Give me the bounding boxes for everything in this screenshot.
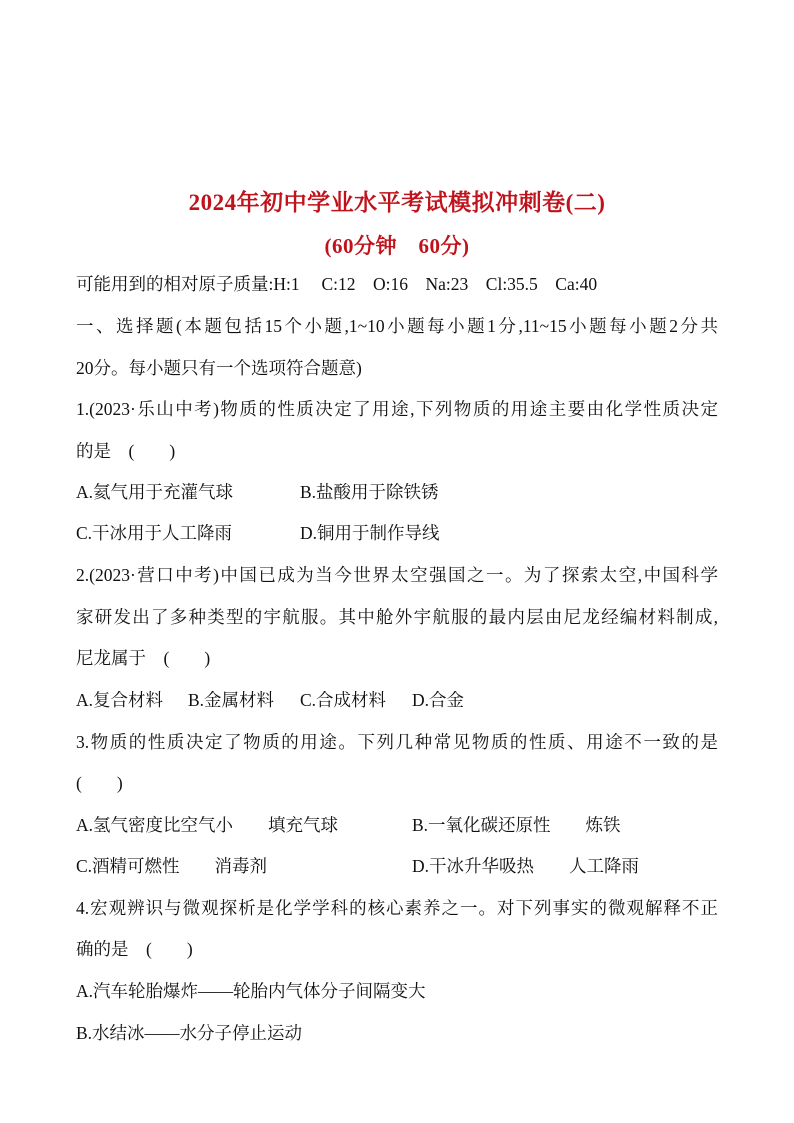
q4-stem-line-2: 确的是 ( ) <box>76 939 193 959</box>
q1-stem-line-2: 的是 ( ) <box>76 441 176 461</box>
q2-stem-line-1: 2.(2023·营口中考)中国已成为当今世界太空强国之一。为了探索太空,中国科学 <box>76 565 718 585</box>
q4-option-b: B.水结冰——水分子停止运动 <box>76 1023 303 1043</box>
q3-option-b: B.一氧化碳还原性 炼铁 <box>412 815 621 835</box>
q3-stem-line-1: 3.物质的性质决定了物质的用途。下列几种常见物质的性质、用途不一致的是 <box>76 732 718 752</box>
exam-title: 2024年初中学业水平考试模拟冲刺卷(二) <box>188 190 606 215</box>
q4-option-a: A.汽车轮胎爆炸——轮胎内气体分子间隔变大 <box>76 981 426 1001</box>
section-heading-line-2: 20分。每小题只有一个选项符合题意) <box>76 358 362 378</box>
q1-option-a: A.氦气用于充灌气球 <box>76 482 234 502</box>
q2-stem-line-3: 尼龙属于 ( ) <box>76 648 211 668</box>
q3-stem-line-2: ( ) <box>76 773 123 793</box>
q2-option-c: C.合成材料 <box>300 690 387 710</box>
q2-option-b: B.金属材料 <box>188 690 275 710</box>
q3-option-a: A.氢气密度比空气小 填充气球 <box>76 815 339 835</box>
q2-option-a: A.复合材料 <box>76 690 164 710</box>
atomic-masses-line: 可能用到的相对原子质量:H:1 C:12 O:16 Na:23 Cl:35.5 Ca:40 <box>76 274 598 294</box>
q3-option-d: D.干冰升华吸热 人工降雨 <box>412 856 640 876</box>
q2-option-d: D.合金 <box>412 690 465 710</box>
exam-subtitle: (60分钟 60分) <box>324 234 470 258</box>
section-heading-line-1: 一、选择题(本题包括15个小题,1~10小题每小题1分,11~15小题每小题2分共 <box>76 316 718 336</box>
q1-option-b: B.盐酸用于除铁锈 <box>300 482 439 502</box>
q3-option-c: C.酒精可燃性 消毒剂 <box>76 856 268 876</box>
q1-option-c: C.干冰用于人工降雨 <box>76 523 233 543</box>
q2-stem-line-2: 家研发出了多种类型的宇航服。其中舱外宇航服的最内层由尼龙经编材料制成, <box>76 607 718 627</box>
q1-option-d: D.铜用于制作导线 <box>300 523 440 543</box>
q4-stem-line-1: 4.宏观辨识与微观探析是化学学科的核心素养之一。对下列事实的微观解释不正 <box>76 898 718 918</box>
q1-stem-line-1: 1.(2023·乐山中考)物质的性质决定了用途,下列物质的用途主要由化学性质决定 <box>76 399 718 419</box>
